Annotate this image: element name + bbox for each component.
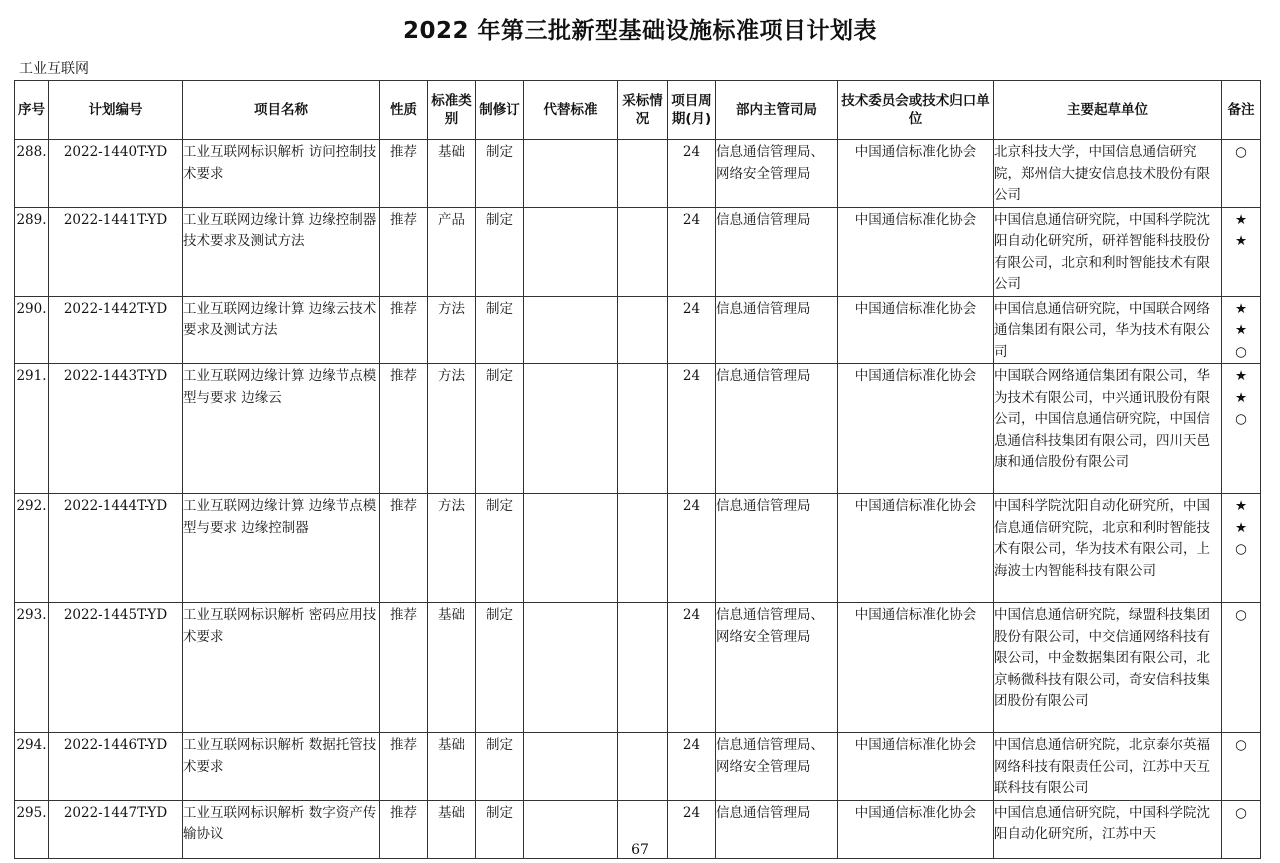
star-icon: ★ <box>1234 519 1248 536</box>
cell-committee: 中国通信标准化协会 <box>838 140 994 208</box>
cell-replace <box>524 207 618 296</box>
table-header-row <box>15 81 1261 140</box>
cell-seq: 290. <box>15 296 49 364</box>
cell-drafters: 中国科学院沈阳自动化研究所，中国信息通信研究院，北京和利时智能技术有限公司，华为技术有限公司，上海波士内智能科技有限公司 <box>994 494 1222 603</box>
cell-remark <box>1222 364 1261 494</box>
circle-icon: ○ <box>1235 607 1247 623</box>
cell-name: 工业互联网边缘计算 边缘节点模型与要求 边缘云 <box>183 364 380 494</box>
cell-drafters: 中国信息通信研究院，中国科学院沈阳自动化研究所，研祥智能科技股份有限公司，北京和利时智能技术有限公司 <box>994 207 1222 296</box>
cell-revise: 制定 <box>476 733 524 801</box>
cell-plan-no: 2022-1445T-YD <box>49 603 183 733</box>
cell-replace <box>524 140 618 208</box>
cell-revise: 制定 <box>476 800 524 858</box>
header-revise: 制修订 <box>476 81 524 140</box>
cell-std-type: 方法 <box>428 494 476 603</box>
cell-dept: 信息通信管理局、网络安全管理局 <box>716 140 838 208</box>
cell-revise: 制定 <box>476 494 524 603</box>
cell-adopt <box>618 207 668 296</box>
cell-period: 24 <box>668 364 716 494</box>
cell-dept: 信息通信管理局 <box>716 800 838 858</box>
cell-plan-no: 2022-1444T-YD <box>49 494 183 603</box>
cell-drafters: 中国信息通信研究院，绿盟科技集团股份有限公司，中交信通网络科技有限公司，中金数据集团有限公司，北京畅微科技有限公司，奇安信科技集团股份有限公司 <box>994 603 1222 733</box>
table-row <box>15 207 1261 296</box>
cell-revise: 制定 <box>476 364 524 494</box>
cell-committee: 中国通信标准化协会 <box>838 800 994 858</box>
cell-replace <box>524 296 618 364</box>
table-row <box>15 603 1261 733</box>
cell-dept: 信息通信管理局、网络安全管理局 <box>716 603 838 733</box>
cell-adopt <box>618 140 668 208</box>
cell-name: 工业互联网边缘计算 边缘控制器技术要求及测试方法 <box>183 207 380 296</box>
cell-std-type: 基础 <box>428 800 476 858</box>
cell-period: 24 <box>668 733 716 801</box>
cell-name: 工业互联网边缘计算 边缘云技术要求及测试方法 <box>183 296 380 364</box>
cell-drafters: 北京科技大学，中国信息通信研究院，郑州信大捷安信息技术股份有限公司 <box>994 140 1222 208</box>
cell-seq: 289. <box>15 207 49 296</box>
cell-dept: 信息通信管理局 <box>716 494 838 603</box>
cell-plan-no: 2022-1443T-YD <box>49 364 183 494</box>
cell-committee: 中国通信标准化协会 <box>838 494 994 603</box>
star-icon: ★ <box>1234 322 1248 338</box>
cell-committee: 中国通信标准化协会 <box>838 207 994 296</box>
cell-remark <box>1222 733 1261 801</box>
cell-plan-no: 2022-1440T-YD <box>49 140 183 208</box>
star-icon: ★ <box>1234 211 1248 228</box>
cell-seq: 293. <box>15 603 49 733</box>
cell-period: 24 <box>668 494 716 603</box>
cell-adopt <box>618 603 668 733</box>
cell-name: 工业互联网边缘计算 边缘节点模型与要求 边缘控制器 <box>183 494 380 603</box>
header-seq: 序号 <box>15 81 49 140</box>
star-icon: ★ <box>1234 368 1248 384</box>
cell-period: 24 <box>668 603 716 733</box>
cell-nature: 推荐 <box>380 733 428 801</box>
cell-replace <box>524 733 618 801</box>
circle-icon: ○ <box>1235 411 1247 427</box>
cell-nature: 推荐 <box>380 364 428 494</box>
cell-plan-no: 2022-1441T-YD <box>49 207 183 296</box>
header-plan-no: 计划编号 <box>49 81 183 140</box>
header-nature: 性质 <box>380 81 428 140</box>
cell-remark <box>1222 140 1261 208</box>
cell-nature: 推荐 <box>380 296 428 364</box>
cell-std-type: 方法 <box>428 364 476 494</box>
cell-name: 工业互联网标识解析 数字资产传输协议 <box>183 800 380 858</box>
cell-remark <box>1222 296 1261 364</box>
cell-dept: 信息通信管理局、网络安全管理局 <box>716 733 838 801</box>
cell-std-type: 基础 <box>428 140 476 208</box>
cell-revise: 制定 <box>476 603 524 733</box>
circle-icon: ○ <box>1235 737 1247 753</box>
star-icon: ★ <box>1234 498 1248 514</box>
category-label: 工业互联网 <box>19 61 89 77</box>
standards-plan-table <box>14 80 1261 859</box>
cell-dept: 信息通信管理局 <box>716 296 838 364</box>
document-title: 2022 年第三批新型基础设施标准项目计划表 <box>402 18 878 44</box>
star-icon: ★ <box>1234 233 1248 249</box>
cell-nature: 推荐 <box>380 494 428 603</box>
header-remark: 备注 <box>1222 81 1261 140</box>
cell-period: 24 <box>668 207 716 296</box>
cell-seq: 295. <box>15 800 49 858</box>
table-row <box>15 140 1261 208</box>
star-icon: ★ <box>1234 389 1248 406</box>
table-row <box>15 733 1261 801</box>
cell-std-type: 基础 <box>428 603 476 733</box>
cell-drafters: 中国信息通信研究院，中国科学院沈阳自动化研究所，江苏中天 <box>994 800 1222 858</box>
table-row <box>15 364 1261 494</box>
cell-seq: 294. <box>15 733 49 801</box>
cell-plan-no: 2022-1442T-YD <box>49 296 183 364</box>
header-std-type: 标准类别 <box>428 81 476 140</box>
table-row <box>15 494 1261 603</box>
cell-nature: 推荐 <box>380 207 428 296</box>
cell-name: 工业互联网标识解析 数据托管技术要求 <box>183 733 380 801</box>
cell-period: 24 <box>668 800 716 858</box>
cell-adopt <box>618 296 668 364</box>
cell-plan-no: 2022-1447T-YD <box>49 800 183 858</box>
circle-icon: ○ <box>1235 144 1247 160</box>
cell-remark <box>1222 494 1261 603</box>
table-row <box>15 296 1261 364</box>
header-drafters: 主要起草单位 <box>994 81 1222 140</box>
cell-committee: 中国通信标准化协会 <box>838 364 994 494</box>
header-adopt: 采标情况 <box>618 81 668 140</box>
header-replace: 代替标准 <box>524 81 618 140</box>
cell-plan-no: 2022-1446T-YD <box>49 733 183 801</box>
cell-committee: 中国通信标准化协会 <box>838 603 994 733</box>
cell-remark <box>1222 603 1261 733</box>
cell-seq: 292. <box>15 494 49 603</box>
cell-dept: 信息通信管理局 <box>716 207 838 296</box>
cell-nature: 推荐 <box>380 800 428 858</box>
circle-icon: ○ <box>1235 804 1247 821</box>
circle-icon: ○ <box>1235 343 1247 360</box>
cell-drafters: 中国联合网络通信集团有限公司，华为技术有限公司，中兴通讯股份有限公司，中国信息通信研究院，中国信息通信科技集团有限公司，四川天邑康和通信股份有限公司 <box>994 364 1222 494</box>
cell-period: 24 <box>668 140 716 208</box>
cell-std-type: 基础 <box>428 733 476 801</box>
cell-std-type: 产品 <box>428 207 476 296</box>
circle-icon: ○ <box>1235 541 1247 557</box>
cell-name: 工业互联网标识解析 访问控制技术要求 <box>183 140 380 208</box>
header-name: 项目名称 <box>183 81 380 140</box>
cell-seq: 288. <box>15 140 49 208</box>
cell-nature: 推荐 <box>380 140 428 208</box>
cell-adopt <box>618 364 668 494</box>
cell-drafters: 中国信息通信研究院，北京泰尔英福网络科技有限责任公司，江苏中天互联科技有限公司 <box>994 733 1222 801</box>
cell-name: 工业互联网标识解析 密码应用技术要求 <box>183 603 380 733</box>
cell-drafters: 中国信息通信研究院，中国联合网络通信集团有限公司，华为技术有限公司 <box>994 296 1222 364</box>
cell-seq: 291. <box>15 364 49 494</box>
cell-adopt <box>618 494 668 603</box>
cell-revise: 制定 <box>476 207 524 296</box>
cell-replace <box>524 603 618 733</box>
page-number: 67 <box>631 842 649 858</box>
cell-committee: 中国通信标准化协会 <box>838 733 994 801</box>
cell-revise: 制定 <box>476 140 524 208</box>
cell-adopt <box>618 733 668 801</box>
cell-replace <box>524 364 618 494</box>
cell-remark <box>1222 207 1261 296</box>
cell-replace <box>524 494 618 603</box>
cell-dept: 信息通信管理局 <box>716 364 838 494</box>
cell-std-type: 方法 <box>428 296 476 364</box>
star-icon: ★ <box>1234 300 1248 317</box>
header-dept: 部内主管司局 <box>716 81 838 140</box>
cell-revise: 制定 <box>476 296 524 364</box>
cell-period: 24 <box>668 296 716 364</box>
header-period: 项目周期(月) <box>668 81 716 140</box>
header-committee: 技术委员会或技术归口单位 <box>838 81 994 140</box>
cell-nature: 推荐 <box>380 603 428 733</box>
cell-committee: 中国通信标准化协会 <box>838 296 994 364</box>
